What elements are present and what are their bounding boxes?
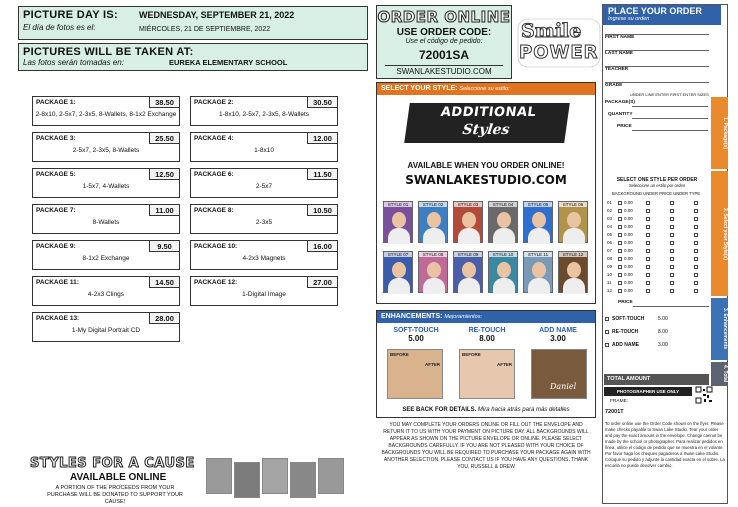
price-checkbox[interactable] <box>670 233 674 237</box>
style-price: 0.00 <box>624 264 633 269</box>
package-card <box>32 96 180 126</box>
portrait-shirt <box>423 228 445 244</box>
tab-select-style: 2. Select your Style(s) <box>711 171 728 296</box>
style-label: STYLE 04 <box>489 202 517 207</box>
cause-text: A PORTION OF THE PROCEEDS FROM YOUR PURCHASE WILL BE DONATED TO SUPPORT YOUR CAUSE! <box>47 485 183 505</box>
style-label: STYLE 09 <box>454 252 482 257</box>
portrait-face <box>427 212 441 228</box>
style-price: 0.00 <box>624 240 633 245</box>
picture-day-value: WEDNESDAY, SEPTEMBER 21, 2022 <box>139 10 295 20</box>
style-row[interactable] <box>604 208 710 215</box>
soft-touch-option <box>383 327 449 343</box>
style-row[interactable] <box>604 232 710 239</box>
style-label: STYLE 10 <box>489 252 517 257</box>
class-options: UNDER LINE ENTER FIRST ENTER SIZES <box>630 92 709 97</box>
add-name-price: 3.00 <box>550 334 566 343</box>
type-checkbox[interactable] <box>694 257 698 261</box>
package-price: 12.00 <box>307 133 337 144</box>
price-checkbox[interactable] <box>670 273 674 277</box>
form-field-label: LAST NAME <box>605 51 633 56</box>
portrait-shirt <box>528 228 550 244</box>
package-name: PACKAGE 3: <box>36 135 76 142</box>
style-row[interactable] <box>604 280 710 287</box>
portrait-face <box>462 262 476 278</box>
style-number: 08 <box>607 256 613 261</box>
package-name: PACKAGE 6: <box>194 171 234 178</box>
enhancements-panel <box>376 310 596 418</box>
background-checkbox[interactable] <box>646 233 650 237</box>
style-thumbnail[interactable] <box>453 251 483 293</box>
form-field-input[interactable] <box>605 34 709 35</box>
style-price: 0.00 <box>624 280 633 285</box>
order-code-label: USE ORDER CODE: <box>396 27 492 38</box>
retouch-price: 8.00 <box>479 334 495 343</box>
style-thumbnail[interactable] <box>558 251 588 293</box>
style-row[interactable] <box>604 224 710 231</box>
style-label: STYLE 08 <box>419 252 447 257</box>
package-card <box>190 204 338 234</box>
background-checkbox[interactable] <box>646 281 650 285</box>
see-back-text <box>377 407 595 413</box>
type-checkbox[interactable] <box>694 249 698 253</box>
package-price: 28.00 <box>149 313 179 324</box>
style-thumbnail[interactable] <box>488 201 518 243</box>
package-name: PACKAGE 10: <box>194 243 238 250</box>
style-checkbox[interactable] <box>618 241 622 245</box>
select-columns: BACKGROUND UNDER PRICE UNDER TYPE <box>612 191 701 196</box>
portrait-face <box>567 262 581 278</box>
style-price: 0.00 <box>624 248 633 253</box>
package-description: 2-8x10, 2-5x7, 2-3x5, 8-Wallets, 8-1x2 Exchange <box>35 111 177 118</box>
type-checkbox[interactable] <box>694 201 698 205</box>
package-price: 30.50 <box>307 97 337 108</box>
type-checkbox[interactable] <box>694 233 698 237</box>
enhancements-header <box>377 311 595 323</box>
style-row[interactable] <box>604 216 710 223</box>
add-name-example <box>531 349 587 399</box>
style-row[interactable] <box>604 288 710 295</box>
cause-photo <box>234 462 260 498</box>
type-checkbox[interactable] <box>694 273 698 277</box>
type-checkbox[interactable] <box>694 209 698 213</box>
package-card <box>32 132 180 162</box>
portrait-face <box>392 212 406 228</box>
package-card <box>190 132 338 162</box>
styles-label: Styles <box>461 122 511 138</box>
price2-input[interactable] <box>633 306 709 307</box>
order-form-header <box>603 5 721 25</box>
logo-line-1: Smile <box>521 20 582 42</box>
style-row[interactable] <box>604 240 710 247</box>
style-thumbnail[interactable] <box>558 201 588 243</box>
price-checkbox[interactable] <box>670 257 674 261</box>
package-name: PACKAGE 8: <box>194 207 234 214</box>
style-label: STYLE 06 <box>559 202 587 207</box>
add-name-checkbox[interactable] <box>605 343 609 347</box>
portrait-face <box>427 262 441 278</box>
after-label: AFTER <box>497 362 512 367</box>
style-checkbox[interactable] <box>618 225 622 229</box>
price-checkbox[interactable] <box>670 209 674 213</box>
package-price: 11.50 <box>307 169 337 180</box>
retouch-checkbox[interactable] <box>605 330 609 334</box>
package-card <box>32 240 180 270</box>
portrait-face <box>497 262 511 278</box>
portrait-shirt <box>493 278 515 294</box>
style-thumbnail[interactable] <box>418 201 448 243</box>
type-checkbox[interactable] <box>694 289 698 293</box>
style-checkbox[interactable] <box>618 265 622 269</box>
style-label: STYLE 07 <box>384 252 412 257</box>
additional-styles-banner <box>404 103 570 143</box>
style-label: STYLE 05 <box>524 202 552 207</box>
style-number: 04 <box>607 224 613 229</box>
select-style-es: Seleccione un estilo por orden <box>628 183 686 188</box>
style-price: 0.00 <box>624 288 633 293</box>
order-site-link[interactable]: SWANLAKESTUDIO.COM <box>385 65 503 76</box>
quantity-label: QUANTITY <box>608 112 633 117</box>
form-code: 72001T <box>605 409 624 415</box>
portrait-shirt <box>493 228 515 244</box>
style-number: 11 <box>607 280 612 285</box>
qr-code-icon <box>695 386 713 404</box>
style-number: 10 <box>607 272 613 277</box>
package-description: 8-Wallets <box>92 219 120 226</box>
price-checkbox[interactable] <box>670 217 674 221</box>
style-number: 06 <box>607 240 613 245</box>
background-checkbox[interactable] <box>646 289 650 293</box>
smile-power-logo <box>517 18 601 68</box>
add-name-form-value: 3.00 <box>658 342 668 348</box>
style-header-label: SELECT YOUR STYLE: <box>381 85 458 92</box>
type-checkbox[interactable] <box>694 265 698 269</box>
portrait-shirt <box>388 278 410 294</box>
add-name-label: ADD NAME <box>539 327 577 334</box>
package-price: 10.50 <box>307 205 337 216</box>
price-checkbox[interactable] <box>670 201 674 205</box>
package-price: 11.00 <box>149 205 179 216</box>
cause-title: STYLES FOR A CAUSE <box>30 456 195 471</box>
taken-at-value: EUREKA ELEMENTARY SCHOOL <box>169 58 288 67</box>
background-checkbox[interactable] <box>646 217 650 221</box>
type-checkbox[interactable] <box>694 225 698 229</box>
enhancements-es: Mejoramientos: <box>444 314 483 320</box>
package-input[interactable] <box>632 106 708 107</box>
background-checkbox[interactable] <box>646 209 650 213</box>
style-label: STYLE 01 <box>384 202 412 207</box>
style-checkbox[interactable] <box>618 209 622 213</box>
see-back-label: SEE BACK FOR DETAILS. <box>402 407 477 413</box>
form-field-label: FIRST NAME <box>605 35 635 40</box>
package-description: 2-5x7, 2-3x5, 8-Wallets <box>72 147 140 154</box>
taken-at-es-label: Las fotos serán tomadas en: <box>23 58 124 67</box>
package-card <box>190 276 338 306</box>
select-style-header <box>604 177 710 188</box>
style-number: 09 <box>607 264 613 269</box>
soft-touch-row[interactable] <box>612 316 668 322</box>
style-number: 12 <box>607 288 613 293</box>
price-checkbox[interactable] <box>670 281 674 285</box>
taken-at-label: PICTURES WILL BE TAKEN AT: <box>23 46 194 58</box>
package-price: 38.50 <box>149 97 179 108</box>
package-description: 1-8x10 <box>254 147 274 154</box>
order-code-value: 72001SA <box>418 48 470 62</box>
retouch-form-value: 8.00 <box>658 329 668 335</box>
add-name-row[interactable] <box>612 342 668 348</box>
soft-touch-form-value: 5.00 <box>658 316 668 322</box>
before-label: BEFORE <box>462 352 481 357</box>
retouch-option <box>454 327 520 343</box>
package-description: 4-2x3 Clings <box>87 291 125 298</box>
tab-enhancements: 3. Enhancements <box>711 298 728 360</box>
cause-available: AVAILABLE ONLINE <box>70 472 167 483</box>
price-checkbox[interactable] <box>670 225 674 229</box>
style-label: STYLE 11 <box>524 252 552 257</box>
package-card <box>190 168 338 198</box>
style-thumbnail[interactable] <box>488 251 518 293</box>
package-card <box>32 312 180 342</box>
price-checkbox[interactable] <box>670 289 674 293</box>
portrait-shirt <box>388 228 410 244</box>
style-number: 01 <box>607 200 613 205</box>
portrait-face <box>532 262 546 278</box>
style-thumbnail[interactable] <box>523 251 553 293</box>
order-online-title: ORDER ONLINE <box>377 8 511 26</box>
add-name-option <box>525 327 591 343</box>
tab-total: 4. Total <box>711 362 728 386</box>
style-label: STYLE 12 <box>559 252 587 257</box>
order-form-title: PLACE YOUR ORDER <box>608 6 702 16</box>
form-field-input[interactable] <box>605 82 709 83</box>
style-label: STYLE 03 <box>454 202 482 207</box>
style-checkbox[interactable] <box>618 233 622 237</box>
background-checkbox[interactable] <box>646 241 650 245</box>
style-thumbnail[interactable] <box>453 201 483 243</box>
after-label: AFTER <box>425 362 440 367</box>
photographer-use-bar: PHOTOGRAPHER USE ONLY <box>604 387 692 396</box>
background-checkbox[interactable] <box>646 265 650 269</box>
package-name: PACKAGE 9: <box>36 243 76 250</box>
portrait-face <box>497 212 511 228</box>
name-sample: Daniel <box>550 382 577 391</box>
package-description: 1-8x10, 2-5x7, 2-3x5, 8-Wallets <box>218 111 310 118</box>
style-thumbnail[interactable] <box>383 201 413 243</box>
package-price: 9.50 <box>149 241 179 252</box>
package-card <box>32 168 180 198</box>
style-thumbnail[interactable] <box>383 251 413 293</box>
form-footer-text: To order online use the Order Code shown on the flyer. Please make checks payable to Swan Lake Studio. Tear your order and pay the exact amount in the envelope. Change cannot be made by the school or photographer. Para realizar pedidos en línea, utilice el código de pedido que se muestra en el volante. Por favor haga los cheques pagaderos a Swan Lake Studio. Coloque su pedido y adjunte la cantidad exacta en el sobre. La escuela no puede devolver cambio. <box>605 421 725 468</box>
cause-photo <box>206 458 232 494</box>
package-price: 16.00 <box>307 241 337 252</box>
background-checkbox[interactable] <box>646 257 650 261</box>
form-field-label: TEACHER <box>605 67 629 72</box>
order-code-es-label: Use el código de pedido: <box>405 38 483 45</box>
package-price: 25.50 <box>149 133 179 144</box>
style-thumbnail[interactable] <box>523 201 553 243</box>
order-instructions: YOU MAY COMPLETE YOUR ORDERS ONLINE OR FILL OUT THE ENVELOPE AND RETURN IT TO US WITH YOUR PAYMENT ON PICTURE DAY. ALL BACKGROUNDS WILL APPEAR AS SHOWN ON THE PICTURE ENVELOPE OR ONLINE. PLEASE SELECT BACKGROUNDS CAREFULLY. IF YOU ARE NOT PLEASED WITH YOUR CHOICE OF BACKGROUNDS YOU WILL BE REQUIRED TO PURCHASE YOUR PACKAGE AGAIN WITH ANOTHER SELECTION. PLEASE CONTACT US IF YOU HAVE ANY QUESTIONS. THANK YOU, RUSSELL & DREW <box>381 422 591 470</box>
style-panel <box>376 82 596 304</box>
picture-day-label: PICTURE DAY IS: <box>23 9 118 21</box>
enhancements-label: ENHANCEMENTS: <box>381 313 443 320</box>
retouch-example <box>459 349 515 399</box>
style-price: 0.00 <box>624 200 633 205</box>
package-card <box>32 276 180 306</box>
before-label: BEFORE <box>390 352 409 357</box>
style-row[interactable] <box>604 256 710 263</box>
package-name: PACKAGE 12: <box>194 279 238 286</box>
frame-label: FRAME: <box>610 399 629 404</box>
picture-day-box <box>18 6 368 40</box>
style-price: 0.00 <box>624 232 633 237</box>
style-price: 0.00 <box>624 216 633 221</box>
package-name: PACKAGE 4: <box>194 135 234 142</box>
form-field-input[interactable] <box>605 66 709 67</box>
type-checkbox[interactable] <box>694 241 698 245</box>
package-card <box>32 204 180 234</box>
style-number: 05 <box>607 232 613 237</box>
style-checkbox[interactable] <box>618 289 622 293</box>
portrait-shirt <box>458 278 480 294</box>
package-description: 2-3x5 <box>255 219 273 226</box>
style-row[interactable] <box>604 264 710 271</box>
package-description: 4-2x3 Magnets <box>242 255 286 262</box>
portrait-shirt <box>563 228 585 244</box>
style-price: 0.00 <box>624 272 633 277</box>
package-card <box>190 96 338 126</box>
cause-photo <box>290 462 316 498</box>
portrait-shirt <box>563 278 585 294</box>
package-name: PACKAGE 5: <box>36 171 76 178</box>
style-panel-header <box>377 83 595 95</box>
form-field-label: GRADE <box>605 83 623 88</box>
available-online-text: AVAILABLE WHEN YOU ORDER ONLINE! <box>407 161 565 170</box>
cause-photo <box>318 458 344 494</box>
style-checkbox[interactable] <box>618 273 622 277</box>
style-header-es: Seleccione su estilo: <box>459 86 510 92</box>
portrait-face <box>532 212 546 228</box>
add-name-form-label: ADD NAME <box>612 342 639 348</box>
background-checkbox[interactable] <box>646 273 650 277</box>
portrait-shirt <box>423 278 445 294</box>
picture-day-es-label: El día de fotos es el: <box>23 23 96 32</box>
additional-label: ADDITIONAL <box>439 105 538 120</box>
retouch-row[interactable] <box>612 329 668 335</box>
style-checkbox[interactable] <box>618 281 622 285</box>
style-checkbox[interactable] <box>618 201 622 205</box>
retouch-form-label: RE-TOUCH <box>612 329 639 335</box>
package-description: 1-5x7, 4-Wallets <box>82 183 130 190</box>
total-amount-bar[interactable]: TOTAL AMOUNT <box>604 374 709 385</box>
style-checkbox[interactable] <box>618 217 622 221</box>
package-price: 14.50 <box>149 277 179 288</box>
package-description: 8-1x2 Exchange <box>82 255 130 262</box>
order-online-box <box>376 5 512 79</box>
style-label: STYLE 02 <box>419 202 447 207</box>
price-checkbox[interactable] <box>670 249 674 253</box>
package-name: PACKAGE 2: <box>194 99 234 106</box>
price-label: PRICE <box>617 124 632 129</box>
package-name: PACKAGE 1: <box>36 99 76 106</box>
background-checkbox[interactable] <box>646 225 650 229</box>
portrait-face <box>567 212 581 228</box>
style-number: 03 <box>607 216 613 221</box>
package-label: PACKAGE(S) <box>605 100 636 105</box>
tab-packages: 1. Package(s) <box>711 97 728 169</box>
type-checkbox[interactable] <box>694 281 698 285</box>
background-checkbox[interactable] <box>646 249 650 253</box>
style-thumbnail[interactable] <box>418 251 448 293</box>
soft-touch-label: SOFT-TOUCH <box>393 327 439 334</box>
soft-touch-example <box>387 349 443 399</box>
package-description: 1-Digital Image <box>242 291 286 298</box>
soft-touch-price: 5.00 <box>408 334 424 343</box>
select-style-title: SELECT ONE STYLE PER ORDER <box>616 177 698 183</box>
style-number: 02 <box>607 208 613 213</box>
package-description: 2-5x7 <box>255 183 273 190</box>
type-checkbox[interactable] <box>694 217 698 221</box>
package-card <box>190 240 338 270</box>
portrait-face <box>392 262 406 278</box>
style-checkbox[interactable] <box>618 249 622 253</box>
package-name: PACKAGE 13: <box>36 315 80 322</box>
picture-day-es-value: MIÉRCOLES, 21 DE SEPTIEMBRE, 2022 <box>139 26 271 33</box>
style-row[interactable] <box>604 272 710 279</box>
portrait-shirt <box>458 228 480 244</box>
price-input[interactable] <box>632 130 708 131</box>
package-description: 1-My Digital Portrait CD <box>71 327 141 334</box>
price2-label: PRICE <box>618 300 633 305</box>
style-checkbox[interactable] <box>618 257 622 261</box>
styles-site-link[interactable]: SWANLAKESTUDIO.COM <box>405 173 567 187</box>
retouch-label: RE-TOUCH <box>468 327 506 334</box>
see-back-es: Mira hacia atrás para más detalles <box>477 407 570 413</box>
form-field-input[interactable] <box>605 50 709 51</box>
logo-line-2: POWER <box>519 42 599 63</box>
price-checkbox[interactable] <box>670 265 674 269</box>
package-name: PACKAGE 7: <box>36 207 76 214</box>
order-form-title-es: Ingrese su orden <box>608 16 650 22</box>
soft-touch-form-label: SOFT-TOUCH <box>612 316 645 322</box>
style-number: 07 <box>607 248 613 253</box>
style-price: 0.00 <box>624 256 633 261</box>
style-row[interactable] <box>604 248 710 255</box>
package-price: 27.00 <box>307 277 337 288</box>
quantity-input[interactable] <box>632 118 708 119</box>
style-row[interactable] <box>604 200 710 207</box>
portrait-face <box>462 212 476 228</box>
price-checkbox[interactable] <box>670 241 674 245</box>
style-price: 0.00 <box>624 208 633 213</box>
portrait-shirt <box>528 278 550 294</box>
soft-touch-checkbox[interactable] <box>605 317 609 321</box>
package-name: PACKAGE 11: <box>36 279 79 286</box>
package-price: 12.50 <box>149 169 179 180</box>
style-price: 0.00 <box>624 224 633 229</box>
taken-at-box <box>18 43 368 71</box>
cause-photo <box>262 458 288 494</box>
background-checkbox[interactable] <box>646 201 650 205</box>
